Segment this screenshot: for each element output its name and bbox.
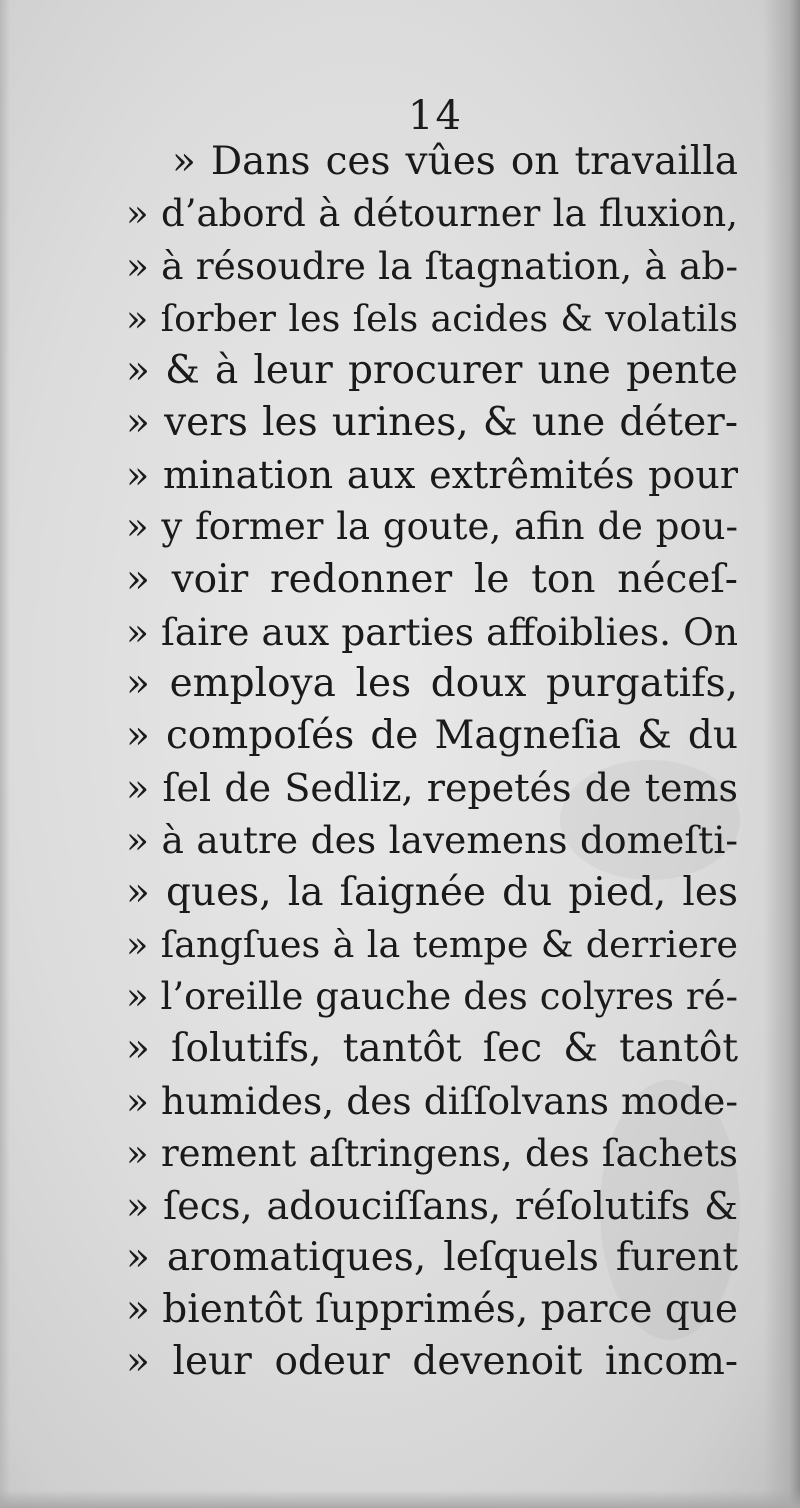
text-line: » ſaire aux parties affoiblies. On [126, 609, 738, 654]
text-line: » voir redonner le ton néceſ- [126, 556, 738, 602]
text-line: » ques, la ſaignée du pied, les [126, 869, 738, 915]
text-line: » y former la goute, afin de pou- [126, 505, 738, 549]
text-line: » leur odeur devenoit incom- [126, 1339, 738, 1385]
text-line: » aromatiques, leſquels furent [126, 1234, 738, 1280]
page-right-edge-shadow [764, 0, 800, 1508]
text-line: » vers les urines, & une déter- [126, 399, 738, 445]
text-line: » ſecs, adouciſſans, réſolutifs & [126, 1183, 738, 1228]
text-line: » à résoudre la ſtagnation, à ab- [126, 244, 738, 289]
text-line: » ſel de Sedliz, repetés de tems [126, 766, 738, 811]
page-number: 14 [408, 93, 463, 139]
body-text [126, 136, 738, 1389]
text-line: » l’oreille gauche des colyres ré- [126, 975, 738, 1018]
page-bottom-edge [0, 1490, 800, 1508]
text-line: » ſolutifs, tantôt ſec & tantôt [126, 1026, 738, 1072]
text-line: » humides, des diſſolvans mode- [126, 1079, 738, 1124]
text-line: » mination aux extrêmités pour [126, 453, 738, 498]
text-line: » ſorber les ſels acides & volatils [126, 296, 738, 340]
text-line: » rement aſtringens, des ſachets [126, 1131, 738, 1175]
text-line: » ſangſues à la tempe & derriere [126, 922, 738, 966]
text-line: » à autre des lavemens domeſti- [126, 818, 738, 863]
text-line: » d’abord à détourner la fluxion, [126, 192, 738, 236]
text-line: » compoſés de Magneſia & du [126, 713, 738, 759]
text-line: » Dans ces vûes on travailla [172, 139, 738, 184]
text-line: » & à leur procurer une pente [126, 347, 738, 393]
text-line: » bientôt ſupprimés, parce que [126, 1287, 738, 1333]
text-line: » employa les doux purgatifs, [126, 660, 738, 706]
page-left-edge [0, 0, 10, 1508]
